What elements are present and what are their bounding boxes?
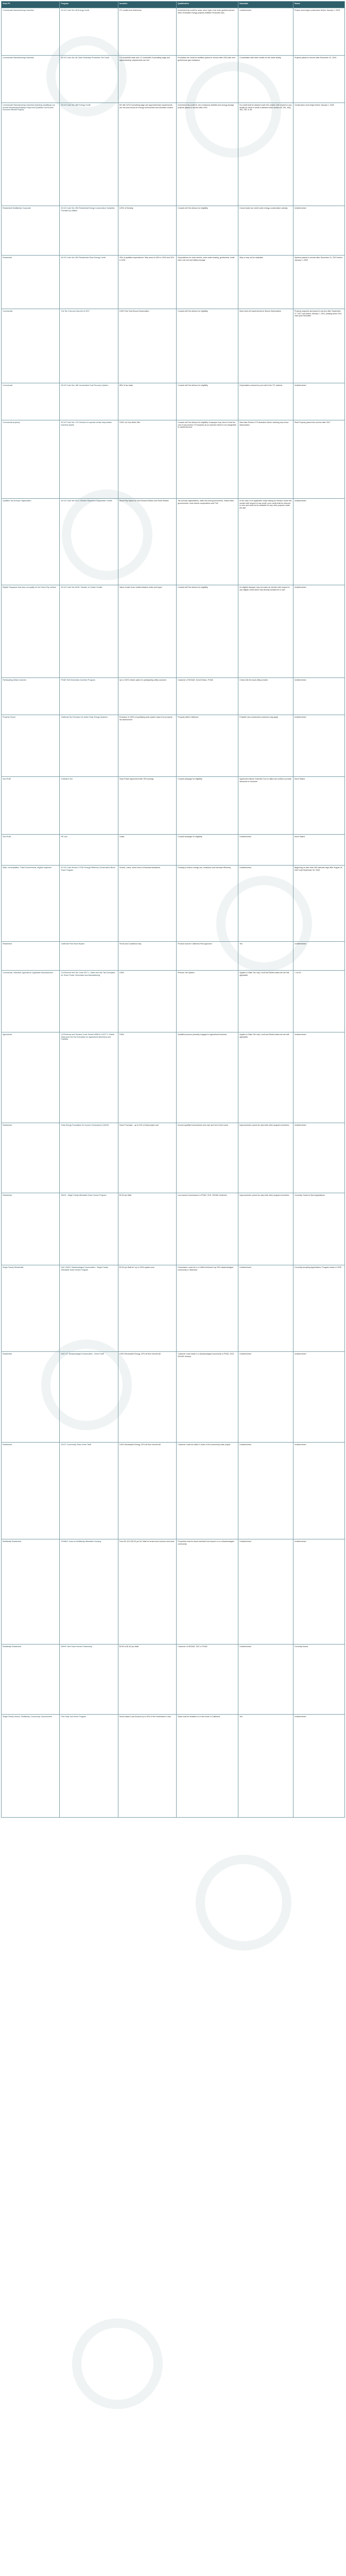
table-cell: From $1.10 to $3.20 per AC Watt for tenant and common area load (118, 1539, 176, 1645)
table-cell: Yes (238, 942, 293, 971)
table-cell: Lease (118, 835, 176, 866)
table-cell: Expenditures for solar electric, solar water heating, geothermal, small wind, fuel cell and battery storage (177, 256, 238, 309)
table-cell: 26 US Code Sec 48 Clean Electricity Production Tax Credit (60, 56, 118, 103)
table-row (2, 1443, 345, 1539)
table-cell: In the case of an applicable entity making an election under this section with respect to any credit, such credit shall be reduced to zero and shall not be available for any other purpose under this title (238, 499, 293, 585)
table-cell: 26 US Code Sec 48E Energy Credit (60, 103, 118, 206)
table-cell: State, municipalities, Tribal Governments, eligible recipients (2, 866, 60, 942)
table-cell: Customer of SDG&E, SoCal Edison, PG&E (177, 678, 238, 715)
table-cell: Single Family Homes, Multifamily, Community, Homeowners (2, 1715, 60, 1818)
table-cell: Customer must reside in a disadvantaged community in PG&E, SCE, SDG&E territory (177, 1352, 238, 1443)
table-cell: Undetermined (238, 835, 293, 866)
table-cell: Consult with Tax Advisor for eligibility. A taxpayer may elect to treat the cost of any section 179 property as an expense which is not chargeable to capital account (177, 420, 238, 499)
table-cell: 26 US Code Sec 168: Accelerated Cost Recovery System (60, 383, 118, 420)
incentives-table (1, 1, 345, 1818)
table-cell: SCGT: Community Solar Green Tariff (60, 1443, 118, 1539)
table-cell: Currently Accepting Applications, Program closes in 2030 (293, 1265, 344, 1352)
table-cell: Low-income homeowners in PG&E, SCE, SDG&E territories (177, 1193, 238, 1265)
table-cell: Undetermined (238, 866, 293, 942)
table-cell: Consult with Tax Advisor for eligibility (177, 206, 238, 256)
table-cell: Commercial, Industrial, Agricultural, Applicable Manufacturers (2, 971, 60, 1032)
table-cell: Multifamily Residential (2, 1645, 60, 1715)
table-cell: Pheonix Tax System (177, 971, 238, 1032)
table-cell: First Solar and Home Program (60, 1715, 118, 1818)
table-cell: Value of sale of tax credits between seller and buyer (118, 585, 176, 678)
table-cell: Applies to State Tax only. Local and District sales tax are still applicable (238, 1032, 293, 1123)
table-cell: Collective Sun (60, 777, 118, 835)
table-cell: Agreement allows Collective Sun to utilize tax credits to provide discounts to customer (238, 777, 293, 835)
table-cell: 100% (118, 971, 176, 1032)
table-cell: DAC-GT: Disadvantaged Communities - Green Tariff (60, 1352, 118, 1443)
table-cell: Undetermined (293, 383, 344, 420)
table-cell: Non-Profit (2, 777, 60, 835)
table-row (2, 56, 345, 103)
table-row (2, 383, 345, 420)
table-cell: None Stated (293, 777, 344, 835)
table-cell: Undetermined (293, 1032, 344, 1123)
table-row (2, 256, 345, 309)
table-cell: Investment tax credit for solar, wind, hydro, fuel cells, geothermal and other renewable energy projects (Inflation Reduction Act) (177, 8, 238, 56)
table-cell: Undetermined (293, 1352, 344, 1443)
table-cell: Must take Section 179 deduction before claiming any bonus depreciation (238, 420, 293, 499)
table-cell: Residential (2, 1352, 60, 1443)
table-body (2, 8, 345, 1818)
table-row (2, 1193, 345, 1265)
table-cell: Qualified Tax-Exempt Organization (2, 499, 60, 585)
table-cell: 6% with 24% if prevailing wage and apprenticeship requirements are met plus bonus for energy communities and domestic content (118, 103, 176, 206)
table-cell: Property acquired and placed in service after September 27, 2017 and before January 1, 2023, phasing down 20% each year thereafter (293, 309, 344, 383)
table-cell: $3.00 per Watt (118, 1193, 176, 1265)
table-cell: SOMAH: Solar on Multifamily Affordable Housing (60, 1539, 118, 1645)
table-cell: Property Owner (2, 715, 60, 777)
table-row (2, 1715, 345, 1818)
table-cell: 100% (118, 1032, 176, 1123)
table-cell: Income-qualified homeowners who own and live in their home (177, 1123, 238, 1193)
table-cell: Residential (2, 1443, 60, 1539)
table-cell: Consult with Tax Advisor for eligibility (177, 383, 238, 420)
table-cell: Production tax credit for facilities placed in service after 2024 with zero greenhouse gas emissions (177, 56, 238, 103)
table-row (2, 499, 345, 585)
table-cell: Undetermined (293, 1123, 344, 1193)
table-cell: Cannot claim tax credit under energy conservation subsidy (238, 206, 293, 256)
table-cell: Depreciation reduced by one-half of the ITC claimed (238, 383, 293, 420)
table-cell: 26 US Code Sec 25D Residential Energy Conservation Subsidies Provided by Utilities (60, 206, 118, 256)
table-cell: 30% of qualified expenditures. Step down to 26% in 2033 and 22% in 2034 (118, 256, 176, 309)
table-cell: Undetermined (238, 1352, 293, 1443)
table-row (2, 866, 345, 942)
table-cell: Undetermined (293, 206, 344, 256)
table-cell: Commercial (2, 383, 60, 420)
table-cell: SASH - Single Family Affordable Solar Homes Program (60, 1193, 118, 1265)
table-cell: Undetermined (238, 1443, 293, 1539)
table-cell: Yes (238, 1715, 293, 1818)
table-cell: Undetermined (293, 1715, 344, 1818)
table-cell: Consult webpage for eligibility (177, 777, 238, 835)
table-row (2, 715, 345, 777)
table-cell: Participating Utility Customer (2, 678, 60, 715)
table-cell: No credit shall be allowed under this section with respect to any facility for which a credit is allowed under section 45, 45J, 45Q, 45U, 45Y or 48 (238, 103, 293, 206)
table-cell: Undetermined (238, 1539, 293, 1645)
table-cell: Home-based Loan Amount up to 20% of the homeowner's loan (118, 1715, 176, 1818)
column-header: Stackable (238, 2, 293, 8)
table-cell: PG&E Self-Generation Incentive Program (60, 678, 118, 715)
table-cell: Consult webpage for eligibility (177, 835, 238, 866)
table-cell: Consult with Tax Advisor for eligibility (177, 585, 238, 678)
table-cell: Undetermined (293, 585, 344, 678)
table-cell: Construction must begin before January 1, 2025 (293, 103, 344, 206)
table-cell: Coordination with other credits for the same facility (238, 56, 293, 103)
table-cell: Multifamily Residential (2, 1539, 60, 1645)
table-cell: 100% of Subsidy (118, 206, 176, 256)
table-cell: Real Property placed into service after 2017 (293, 420, 344, 499)
table-cell: 42 US Code Section 17155: Energy Efficiency Conservation Block Grant Program (60, 866, 118, 942)
table-cell: DAC-SASH: Disadvantaged Communities - Single-Family Affordable Solar Homes Program (60, 1265, 118, 1352)
table-header (2, 2, 345, 8)
table-cell: Exclusion of 100% of qualifying solar system value from property tax assessment (118, 715, 176, 777)
table-cell: Commercial/ Manufacturing/ Industrial (2, 56, 60, 103)
table-row (2, 1032, 345, 1123)
table-cell: California Tax Exclusion for Active Solar Energy Systems (60, 715, 118, 777)
table-cell: Beginning no later than 180 calendar days after August 16, 2022 until September 30, 2026 (293, 866, 344, 942)
table-cell: Product must be California First approved (177, 942, 238, 971)
table-cell: Non-Profit (2, 835, 60, 866)
table-cell: Currently Closed to New Applications (293, 1193, 344, 1265)
table-row (2, 585, 345, 678)
table-cell: $0.60 to $1.60 per Watt (118, 1645, 176, 1715)
table-cell: Applies to State Tax only. Local and District sales tax are still applicable (238, 971, 293, 1032)
table-cell: Solar Energy Foundation for Income Homeowners (SASH) (60, 1123, 118, 1193)
table-row (2, 835, 345, 866)
column-header: Status (293, 2, 344, 8)
table-cell: Undetermined (293, 715, 344, 777)
column-header: Qualification (177, 2, 238, 8)
table-row (2, 777, 345, 835)
table-cell: Undetermined (293, 499, 344, 585)
table-row (2, 1123, 345, 1193)
table-cell: Project must begin construction before January 1, 2025 (293, 8, 344, 56)
table-cell: Residential (2, 1193, 60, 1265)
table-cell: 100% Renewable Energy, 20% off their electric bill (118, 1443, 176, 1539)
table-cell: Up to 100% rebate option for participating utility customer (118, 678, 176, 715)
column-header: Program (60, 2, 118, 8)
table-cell: 1 Jul 30 (293, 971, 344, 1032)
table-row (2, 942, 345, 971)
column-header: Solar PV (2, 2, 60, 8)
table-cell: Residential (2, 942, 60, 971)
column-header: Incentive (118, 2, 176, 8)
table-cell: 26 US Code Sec 48 Energy Credit (60, 8, 118, 56)
table-cell: Residential/ Multifamily/ Corporate (2, 206, 60, 256)
table-cell: Home Purchase - up to 10% of total project cost (118, 1123, 176, 1193)
table-row (2, 1265, 345, 1352)
table-cell: Residential (2, 1123, 60, 1193)
table-cell: Customer must live within 5 miles of the community solar project (177, 1443, 238, 1539)
table-cell: Projects placed in service after December 31, 2024 (293, 56, 344, 103)
table-cell: Investment tax credit for zero-emissions facilities and energy storage projects placed in service after 2024 (177, 103, 238, 206)
table-row (2, 103, 345, 206)
table-cell: $3.00 per Watt AC up to 100% system size (118, 1265, 176, 1352)
table-cell: Possible new construction exclusion may apply (238, 715, 293, 777)
table-row (2, 678, 345, 715)
table-cell: An eligible taxpayer may not make an election with respect to any eligible credit which was already transferred or sold (238, 585, 293, 678)
table-cell: 26 US Code Sec 6417: Elective Payment of Applicable Credits (60, 499, 118, 585)
table-cell: Single Family Residential (2, 1265, 60, 1352)
table-row (2, 420, 345, 499)
table-cell: 2.5 cents/kWh base and 1.2 cents/kWh if prevailing wage and apprenticeship requirements are met (118, 56, 176, 103)
table-cell: Tax-exempt organizations, state and local governments, Indian tribal governments, rural electric cooperatives and TVA (177, 499, 238, 585)
table-cell: ITC credits from federal tax (118, 8, 176, 56)
table-cell: Undetermined (238, 8, 293, 56)
table-row (2, 309, 345, 383)
table-cell: Solar must be installed on a new home in California (177, 1715, 238, 1818)
table-cell: Solar Power Agreement with 15% savings (118, 777, 176, 835)
table-cell: 100% 1st Year Write-Offs (118, 420, 176, 499)
table-cell: Currently closed (293, 1645, 344, 1715)
table-cell: Undetermined (238, 1645, 293, 1715)
header-row (2, 2, 345, 8)
table-cell: Commercial/ Manufacturing/ Industrial (Including Qualifying Low Income Residential Building Project and Qualified Low Income Economic Benefit Project) (2, 103, 60, 206)
table-cell: Residential (2, 256, 60, 309)
table-cell: Improvements cannot be used with other program incentives (238, 1123, 293, 1193)
table-cell: Eligible Taxpayers that does not qualify for the Direct Pay method (2, 585, 60, 678)
table-cell: 26 US Code Sec 6418: Transfer of Certain Credits (60, 585, 118, 678)
table-cell: Consult with Tax Advisor for eligibility (177, 309, 238, 383)
table-cell: Qualified persons primarily engaged in agricultural business (177, 1032, 238, 1123)
table-cell: Grants, Loans, some forms of financial assistance (118, 866, 176, 942)
table-cell: Check with the local utility provider (238, 678, 293, 715)
table-cell: Agricultural (2, 1032, 60, 1123)
table-cell: Properties must be deed-restricted low-income or in a disadvantaged community (177, 1539, 238, 1645)
table-cell: Commercial (2, 309, 60, 383)
table-cell: NSHP: New Solar Homes Partnership (60, 1645, 118, 1715)
table-cell: Undetermined (293, 1539, 344, 1645)
table-row (2, 1352, 345, 1443)
table-row (2, 1539, 345, 1645)
table-cell: Commercial/ Manufacturing/ Industrial (2, 8, 60, 56)
table-cell: Systems placed in service after December 31, 2021 before January 1, 2035 (293, 256, 344, 309)
table-cell: Undetermined (293, 678, 344, 715)
table-cell: Undetermined (238, 1265, 293, 1352)
table-cell: None Stated (293, 835, 344, 866)
table-cell: 100% Renewable Energy, 20% off their electric bill (118, 1352, 176, 1443)
table-cell: Funding to reduce energy use, emissions and increase efficiency (177, 866, 238, 942)
table-cell: RE-volv (60, 835, 118, 866)
table-row (2, 206, 345, 256)
table-cell: Direct Pay Option for Tax-Exempt Entities and Public Bodies (118, 499, 176, 585)
table-cell: Undetermined (293, 942, 344, 971)
table-cell: 26 US Code Sec 179: Election to expense certain depreciable business assets (60, 420, 118, 499)
table-cell: May or may not be stackable (238, 256, 293, 309)
table-cell: Must meet all requirements for Bonus Depreciation (238, 309, 293, 383)
table-cell: CA Revenue and Tax Code 6377.1: Sales and Use Tax Exemption for Green Power Generation and Manufacturing (60, 971, 118, 1032)
table-row (2, 971, 345, 1032)
table-cell: Terms and Conditions Vary (118, 942, 176, 971)
table-cell: Undetermined (293, 1443, 344, 1539)
table-row (2, 1645, 345, 1715)
table-cell: California First Home Buyers (60, 942, 118, 971)
table-cell: 85% of tax basis (118, 383, 176, 420)
table-cell: Commercial property (2, 420, 60, 499)
table-cell: Improvements cannot be used with other program incentives (238, 1193, 293, 1265)
table-cell: 26 US Code Sec 25D Residential Clean Energy Credit (60, 256, 118, 309)
table-cell: CA Revenue and Taxation Code Section 6356.5 & 6377.1: Partial Sales and Use Tax Exemption for Agricultural Machinery and Facilities (60, 1032, 118, 1123)
table-row (2, 8, 345, 56)
table-cell: Property within California (177, 715, 238, 777)
table-cell: Homeowner must live in a CalEnviroScreen top 25% disadvantaged community or tribal land (177, 1265, 238, 1352)
table-cell: Customer of SDG&E, SCE or PG&E (177, 1645, 238, 1715)
table-cell: The Tax Cuts and Jobs Act of 2017 (60, 309, 118, 383)
table-cell: 100% First Year Bonus Depreciation (118, 309, 176, 383)
